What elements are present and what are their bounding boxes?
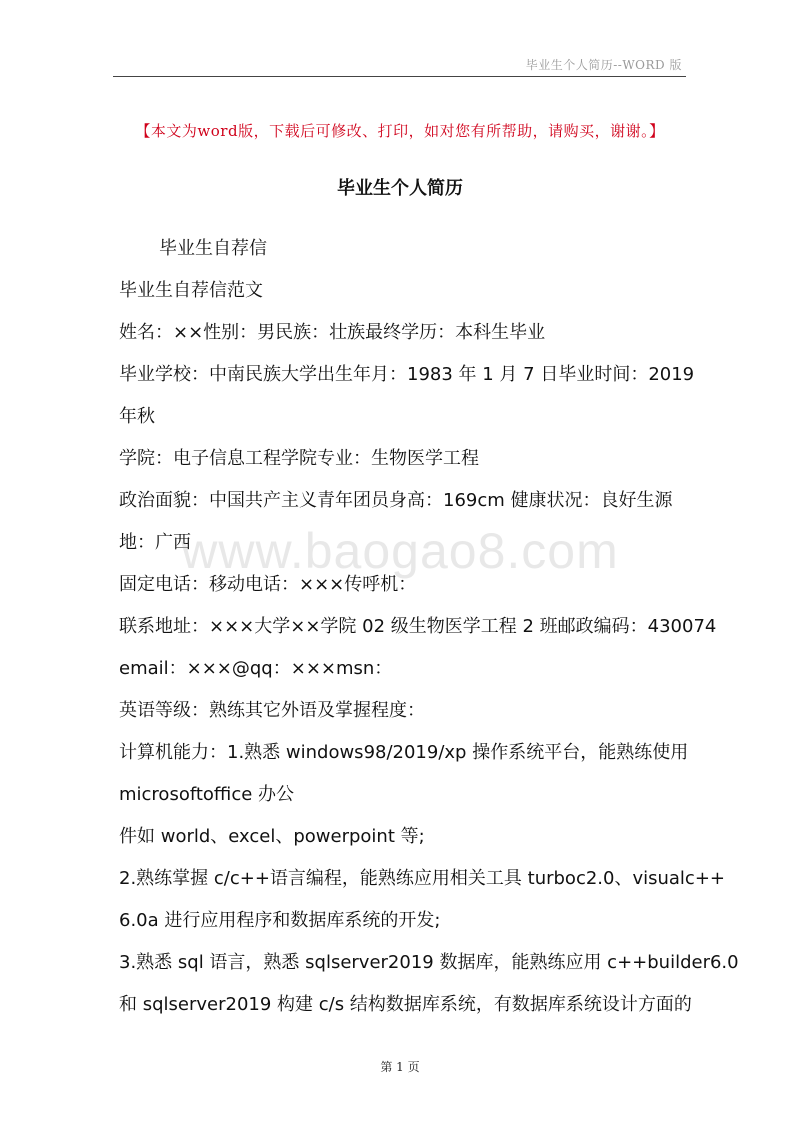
body-line: email：×××@qq：×××msn： bbox=[119, 658, 393, 679]
body-line: 和 sqlserver2019 构建 c/s 结构数据库系统，有数据库系统设计方面的 bbox=[119, 994, 692, 1015]
body-line: 年秋 bbox=[119, 406, 155, 427]
body-line: 地：广西 bbox=[119, 532, 191, 553]
header-divider bbox=[113, 76, 686, 77]
body-line: 固定电话：移动电话：×××传呼机： bbox=[119, 574, 417, 595]
body-line: 毕业生自荐信范文 bbox=[119, 280, 263, 301]
body-line: 2.熟练掌握 c/c++语言编程，能熟练应用相关工具 turboc2.0、visualc++ bbox=[119, 868, 725, 889]
document-title: 毕业生个人简历 bbox=[337, 178, 463, 199]
page-number: 第 1 页 bbox=[380, 1060, 420, 1074]
body-line: 3.熟悉 sql 语言，熟悉 sqlserver2019 数据库，能熟练应用 c++builder6.0 bbox=[119, 952, 739, 973]
watermark-text: www.baogao8.com bbox=[181, 523, 619, 579]
document-body bbox=[119, 234, 739, 1032]
running-header: 毕业生个人简历--WORD 版 bbox=[525, 58, 682, 72]
body-line: 毕业学校：中南民族大学出生年月：1983 年 1 月 7 日毕业时间：2019 bbox=[119, 364, 695, 385]
body-line: 计算机能力：1.熟悉 windows98/2019/xp 操作系统平台，能熟练使用 bbox=[119, 742, 689, 763]
body-line: 姓名：××性别：男民族：壮族最终学历：本科生毕业 bbox=[119, 322, 546, 343]
body-line: microsoftoffice 办公 bbox=[119, 784, 295, 805]
body-line: 学院：电子信息工程学院专业：生物医学工程 bbox=[119, 448, 479, 469]
body-line: 联系地址：×××大学××学院 02 级生物医学工程 2 班邮政编码：430074 bbox=[119, 616, 717, 637]
purchase-notice: 【本文为word版，下载后可修改、打印，如对您有所帮助，请购买，谢谢。】 bbox=[135, 122, 665, 140]
body-line: 6.0a 进行应用程序和数据库系统的开发; bbox=[119, 910, 441, 931]
body-line: 英语等级：熟练其它外语及掌握程度： bbox=[119, 700, 425, 721]
body-line: 毕业生自荐信 bbox=[159, 238, 267, 259]
body-line: 政治面貌：中国共产主义青年团员身高：169cm 健康状况：良好生源 bbox=[119, 490, 673, 511]
body-line: 件如 world、excel、powerpoint 等; bbox=[119, 826, 425, 847]
